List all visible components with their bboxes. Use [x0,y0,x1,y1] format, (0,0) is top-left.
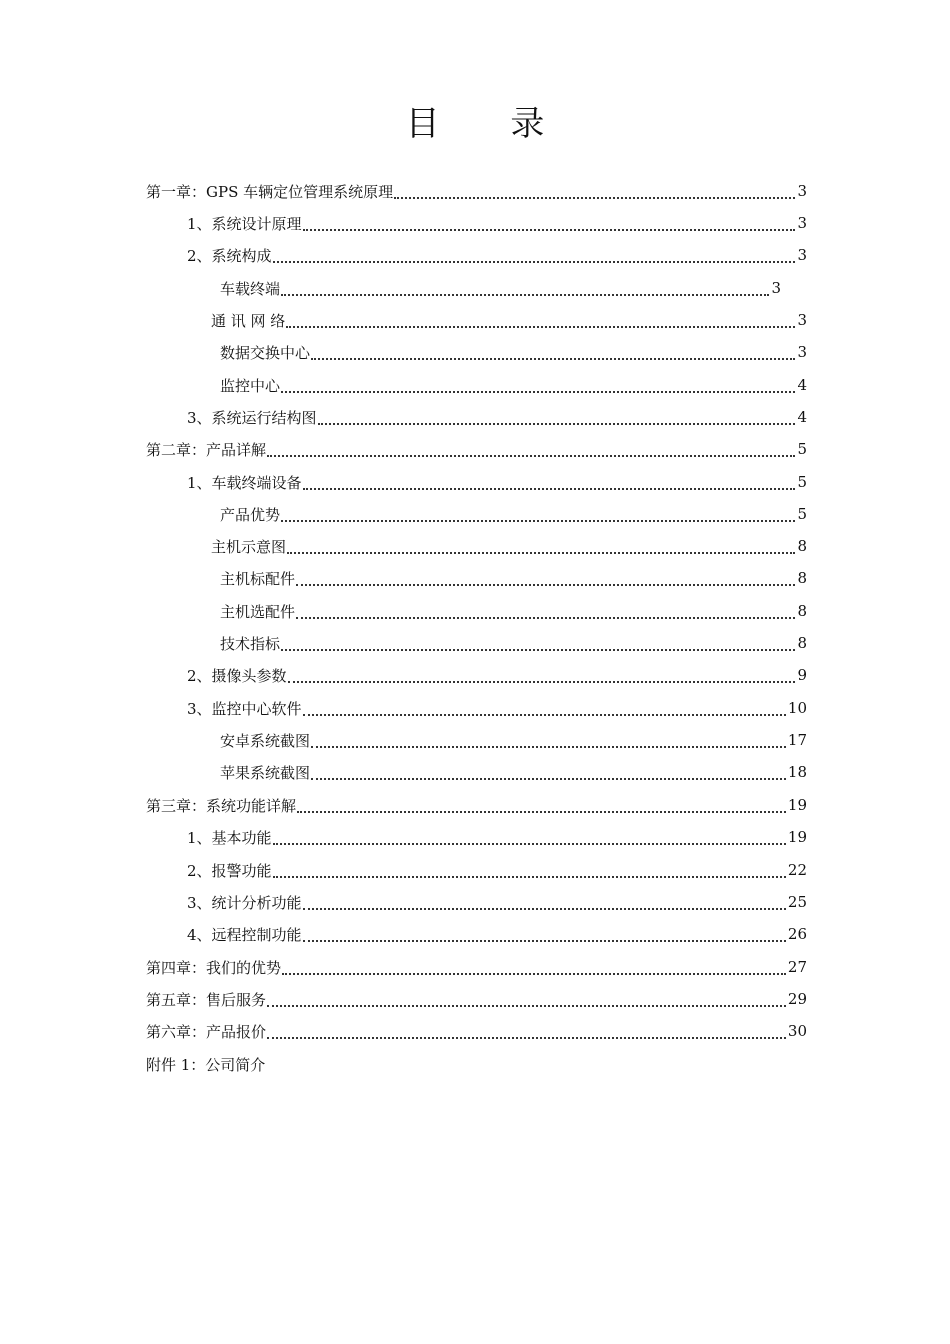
toc-entry[interactable] [220,629,807,657]
toc-entry-label: 4、远程控制功能 [187,925,302,944]
toc-entry-label: 第一章：GPS 车辆定位管理系统原理 [146,182,394,201]
toc-entry[interactable] [187,694,807,722]
toc-dot-leader [282,959,786,975]
toc-entry-label: 1、车载终端设备 [187,473,302,492]
toc-entry-chapter-6[interactable] [146,1017,807,1045]
toc-entry[interactable] [187,888,807,916]
toc-entry-page: 10 [787,699,807,717]
toc-entry-page: 3 [797,343,807,361]
toc-dot-leader [288,667,796,683]
toc-entry-label: 第四章：我们的优势 [146,958,282,977]
toc-entry-page: 4 [797,408,807,426]
toc-entry-page: 27 [787,958,807,976]
toc-entry-page: 18 [787,763,807,781]
toc-dot-leader [303,215,796,231]
toc-entry-label: 第六章：产品报价 [146,1022,267,1041]
toc-dot-leader [273,247,796,263]
toc-entry-label: 主机选配件 [220,602,296,621]
toc-entry-page: 3 [771,279,781,297]
toc-dot-leader [281,635,795,651]
toc-dot-leader [297,797,786,813]
toc-dot-leader [273,862,786,878]
toc-entry-page: 8 [797,537,807,555]
toc-entry-label: 3、系统运行结构图 [187,408,317,427]
toc-entry-label: 车载终端 [220,279,281,298]
toc-entry-chapter-3[interactable] [146,791,807,819]
toc-entry-page: 9 [797,666,807,684]
toc-entry-label: 第三章：系统功能详解 [146,796,297,815]
toc-entry-chapter-5[interactable] [146,985,807,1013]
toc-entry-page: 4 [797,376,807,394]
toc-entry[interactable] [187,661,807,689]
toc-entry-label: 3、统计分析功能 [187,893,302,912]
toc-entry[interactable] [187,468,807,496]
toc-entry[interactable] [220,758,807,786]
toc-entry-chapter-2[interactable] [146,435,807,463]
toc-appendix-entry[interactable]: 附件 1：公司简介 [146,1055,266,1074]
toc-dot-leader [273,829,786,845]
toc-entry[interactable] [187,209,807,237]
toc-entry-page: 8 [797,602,807,620]
toc-entry-page: 3 [797,311,807,329]
toc-dot-leader [303,474,796,490]
toc-entry-page: 5 [797,440,807,458]
toc-entry-label: 2、系统构成 [187,246,272,265]
toc-entry-label: 第五章：售后服务 [146,990,267,1009]
toc-entry-page: 8 [797,634,807,652]
toc-entry[interactable] [187,823,807,851]
toc-entry-label: 通 讯 网 络 [211,311,286,330]
toc-dot-leader [286,312,795,328]
toc-entry-label: 1、系统设计原理 [187,214,302,233]
toc-entry-label: 产品优势 [220,505,281,524]
toc-entry-label: 监控中心 [220,376,281,395]
toc-entry-page: 3 [797,214,807,232]
toc-entry-page: 26 [787,925,807,943]
toc-entry-page: 29 [787,990,807,1008]
toc-entry-label: 苹果系统截图 [220,763,311,782]
toc-entry-page: 5 [797,505,807,523]
toc-entry-label: 3、监控中心软件 [187,699,302,718]
toc-entry-chapter-4[interactable] [146,953,807,981]
toc-entry[interactable] [187,856,807,884]
toc-entry-page: 19 [787,796,807,814]
toc-dot-leader [296,603,795,619]
toc-dot-leader [267,441,795,457]
toc-entry-label: 2、报警功能 [187,861,272,880]
toc-entry-label: 主机标配件 [220,569,296,588]
toc-entry-page: 25 [787,893,807,911]
toc-dot-leader [311,732,786,748]
toc-entry-page: 5 [797,473,807,491]
toc-entry-label: 技术指标 [220,634,281,653]
toc-entry[interactable] [220,500,807,528]
toc-entry[interactable] [220,338,807,366]
toc-dot-leader [394,183,795,199]
toc-entry[interactable] [220,274,781,302]
toc-entry-chapter-1[interactable] [146,177,807,205]
toc-dot-leader [303,894,786,910]
toc-entry-label: 第二章：产品详解 [146,440,267,459]
toc-entry-label: 安卓系统截图 [220,731,311,750]
toc-entry[interactable] [211,532,807,560]
toc-dot-leader [287,538,795,554]
toc-entry[interactable] [220,726,807,754]
toc-dot-leader [281,377,795,393]
toc-entry-label: 数据交换中心 [220,343,311,362]
toc-entry-label: 2、摄像头参数 [187,666,287,685]
toc-entry-page: 3 [797,182,807,200]
toc-entry[interactable] [211,306,807,334]
toc-entry[interactable] [187,241,807,269]
toc-dot-leader [281,506,795,522]
toc-entry-page: 22 [787,861,807,879]
toc-entry-page: 19 [787,828,807,846]
toc-dot-leader [311,764,786,780]
toc-entry-page: 3 [797,246,807,264]
toc-dot-leader [267,991,786,1007]
toc-entry[interactable] [220,371,807,399]
toc-dot-leader [296,570,795,586]
toc-entry[interactable] [187,403,807,431]
toc-entry-label: 1、基本功能 [187,828,272,847]
toc-entry[interactable] [220,597,807,625]
toc-entry-label: 主机示意图 [211,537,287,556]
toc-dot-leader [267,1023,786,1039]
toc-entry[interactable] [220,564,807,592]
toc-dot-leader [311,344,795,360]
toc-entry-page: 30 [787,1022,807,1040]
page-title: 目 录 [405,104,575,144]
toc-dot-leader [303,700,786,716]
toc-entry[interactable] [187,920,807,948]
toc-entry-page: 8 [797,569,807,587]
toc-entry-page: 17 [787,731,807,749]
toc-dot-leader [281,280,769,296]
toc-dot-leader [318,409,796,425]
toc-dot-leader [303,926,786,942]
